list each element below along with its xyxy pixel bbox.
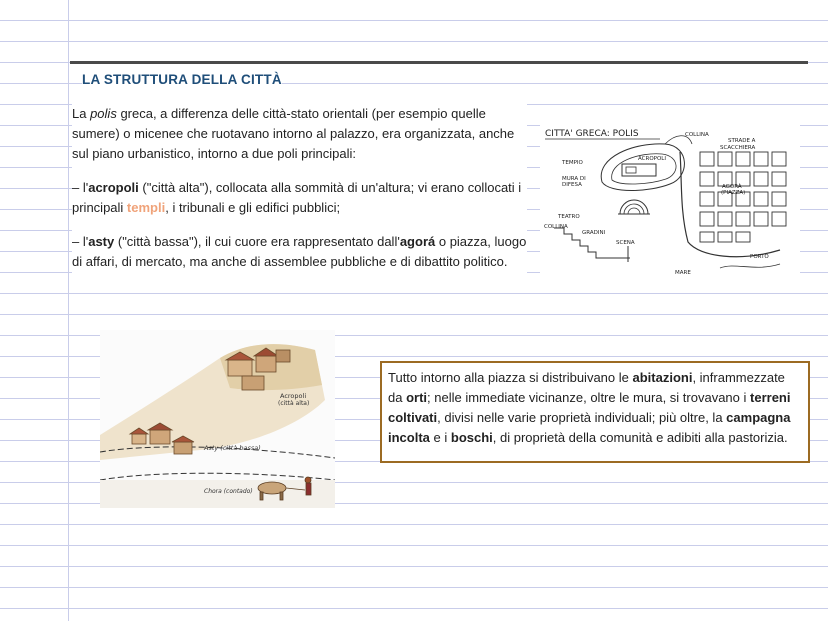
acropoli-paragraph: – l'acropoli ("città alta"), collocata alla sommità di un'altura; vi erano collocati i principali templi, i tribunali e gli edifici pubblici; [72, 180, 522, 215]
acropoli-label: Acropoli [280, 392, 307, 400]
agora-term: agorá [399, 234, 436, 249]
campagna-incolta-term: campagna incolta [388, 410, 791, 445]
sketch-heading: CITTA' GRECA: POLIS [545, 129, 639, 139]
svg-text:(PIAZZA): (PIAZZA) [721, 190, 746, 196]
templi-term: templi [126, 200, 166, 215]
svg-text:MURA DI: MURA DI [562, 176, 586, 182]
svg-text:ACROPOLI: ACROPOLI [638, 156, 666, 162]
svg-text:AGORÀ: AGORÀ [722, 184, 742, 190]
svg-text:SCENA: SCENA [616, 240, 635, 246]
svg-text:MARE: MARE [675, 270, 691, 276]
svg-text:DIFESA: DIFESA [562, 182, 582, 188]
header-rule [70, 61, 808, 64]
polis-term: polis [90, 106, 117, 121]
polis-sketch [540, 122, 800, 277]
orti-term: orti [406, 390, 428, 405]
terreni-coltivati-term: terreni coltivati [388, 390, 791, 425]
city-surroundings-box: Tutto intorno alla piazza si distribuivano le abitazioni, inframmezzate da orti; nelle immediate vicinanze, oltre le mura, si trovavano i terreni coltivati, divisi nelle varie proprietà individuali; più oltre, la campagna incolta e i boschi, di proprietà della comunità e adibiti alla pastorizia. [380, 361, 810, 463]
notebook-margin-line [68, 0, 69, 621]
section-title: LA STRUTTURA DELLA CITTÀ [82, 72, 282, 87]
chora-label: Chora (contado) [204, 488, 253, 495]
asty-term: asty [88, 234, 115, 249]
svg-text:TEMPIO: TEMPIO [562, 160, 583, 166]
asty-label: Asty (città bassa) [204, 444, 261, 452]
abitazioni-term: abitazioni [632, 370, 693, 385]
svg-text:COLLINA: COLLINA [685, 132, 709, 138]
svg-text:COLLINA: COLLINA [544, 224, 568, 230]
svg-text:STRADE A: STRADE A [728, 138, 756, 144]
acropoli-term: acropoli [88, 180, 139, 195]
intro-paragraph: La polis greca, a differenza delle città-stato orientali (per esempio quelle sumere) o micenee che ruotavano intorno al palazzo, era organizzata, anche sul piano urbanistico, intorno a due poli principali: [72, 106, 515, 161]
svg-text:SCACCHIERA: SCACCHIERA [720, 145, 756, 151]
acropoli-sub-label: (città alta) [278, 400, 310, 407]
city-levels-illustration [100, 330, 335, 508]
asty-paragraph: – l'asty ("città bassa"), il cui cuore era rappresentato dall'agorá o piazza, luogo di affari, di mercato, ma anche di assemblee pubbliche e di dibattito politico. [72, 234, 527, 269]
svg-text:GRADINI: GRADINI [582, 230, 606, 236]
svg-text:TEATRO: TEATRO [558, 214, 580, 220]
svg-text:PORTO: PORTO [750, 254, 769, 260]
boschi-term: boschi [450, 430, 493, 445]
intro-text [72, 104, 527, 286]
